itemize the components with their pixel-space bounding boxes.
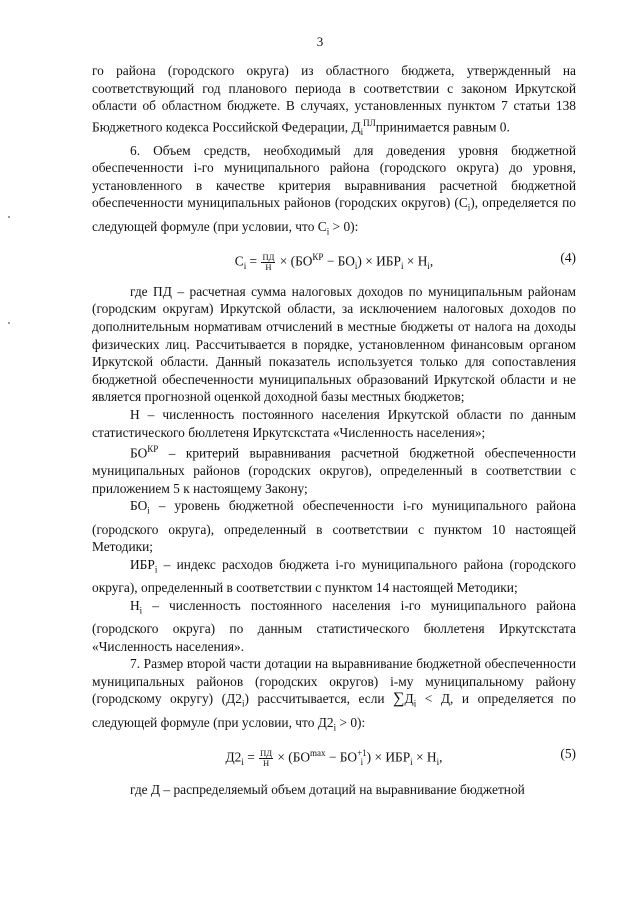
page-number: 3 — [316, 34, 324, 49]
definition-n: Н – численность постоянного населения Иркутской области по данным статистического бюллетеня Иркутскстата «Численность населения»; — [92, 406, 576, 440]
paragraph-item-7: 7. Размер второй части дотации на выравнивание бюджетной обеспеченности муниципальных районов (городских округов) i-му муниципальному району (городскому округу) $(Д2_i)$ рассчитывается, если $\sum Д_i < Д$, и определяется по следующей формуле (при условии, что $Д2_i > 0$): — [92, 656, 576, 733]
definition-ibr: $ИБР_i$ – индекс расходов бюджета i-го муниципального района (городского округа), определенный в соответствии с пунктом 14 настоящей Методики; — [92, 556, 576, 596]
margin-mark — [8, 322, 10, 324]
definition-bokr: $БО^{КР}$ – критерий выравнивания расчетной бюджетной обеспеченности муниципальных районов (городских округов), определенный в соответствии с приложением 5 к настоящему Закону; — [92, 444, 576, 496]
formula-4: $C_i$ = $\frac{ПД}{Н}$ × $(БО^{КР} - БО_i) \times ИБР_i \times Н_i$, (4) — [234, 249, 576, 272]
formula-number: (4) — [560, 249, 576, 265]
formula-number: (5) — [560, 745, 576, 761]
definition-d: где Д – распределяемый объем дотаций на выравнивание бюджетной — [130, 781, 525, 797]
fraction: $\frac{ПД}{Н}$ — [260, 747, 273, 768]
fraction: $\frac{ПД}{Н}$ — [262, 251, 275, 272]
paragraph-intro: го района (городского округа) из областного бюджета, утвержденный на соответствующий год планового периода в соответствии с законом Иркутской области об областном бюджете. В случаях, установленных пунктом 7 статьи 138 Бюджетного кодекса Российской Федерации, $Д_i^{ПЛ}принимается$ равным 0. — [92, 63, 576, 137]
definition-pd: где ПД – расчетная сумма налоговых доходов по муниципальным районам (городским округам) Иркутской области, за исключением налоговых доходов по дополнительным нормативам отчислений в местные бюджеты от налога на доходы физических лиц. Рассчитывается в порядке, установленном финансовым органом Иркутской области. Данный показатель используется только для сопоставления бюджетной обеспеченности муниципальных образований Иркутской области и не является прогнозной оценкой доходной базы местных бюджетов; — [92, 283, 576, 405]
definition-boi: $БО_i$ – уровень бюджетной обеспеченности i-го муниципального района (городского округа), определенный в соответствии с пунктом 10 настоящей Методики; — [92, 498, 576, 555]
definition-ni: $Н_i$ – численность постоянного населения i-го муниципального района (городского округа) по данным статистического бюллетеня Иркутскстата «Численность населения». — [92, 597, 576, 654]
formula-5: $Д2_i$ = $\frac{ПД}{Н}$ × ($БО^{max}$ − БО +1 i ) × $ИБР_i \times Н_i$, (5) — [225, 745, 576, 768]
document-body — [92, 62, 576, 799]
paragraph-item-6: 6. Объем средств, необходимый для доведения уровня бюджетной обеспеченности i-го муниципального района (городского округа) до уровня, установленного в качестве критерия выравнивания расчетной бюджетной обеспеченности муниципальных районов (городских округов) $(C_i)$, определяется по следующей формуле (при условии, что $C_i > 0$): — [92, 142, 576, 237]
margin-mark — [8, 216, 10, 218]
